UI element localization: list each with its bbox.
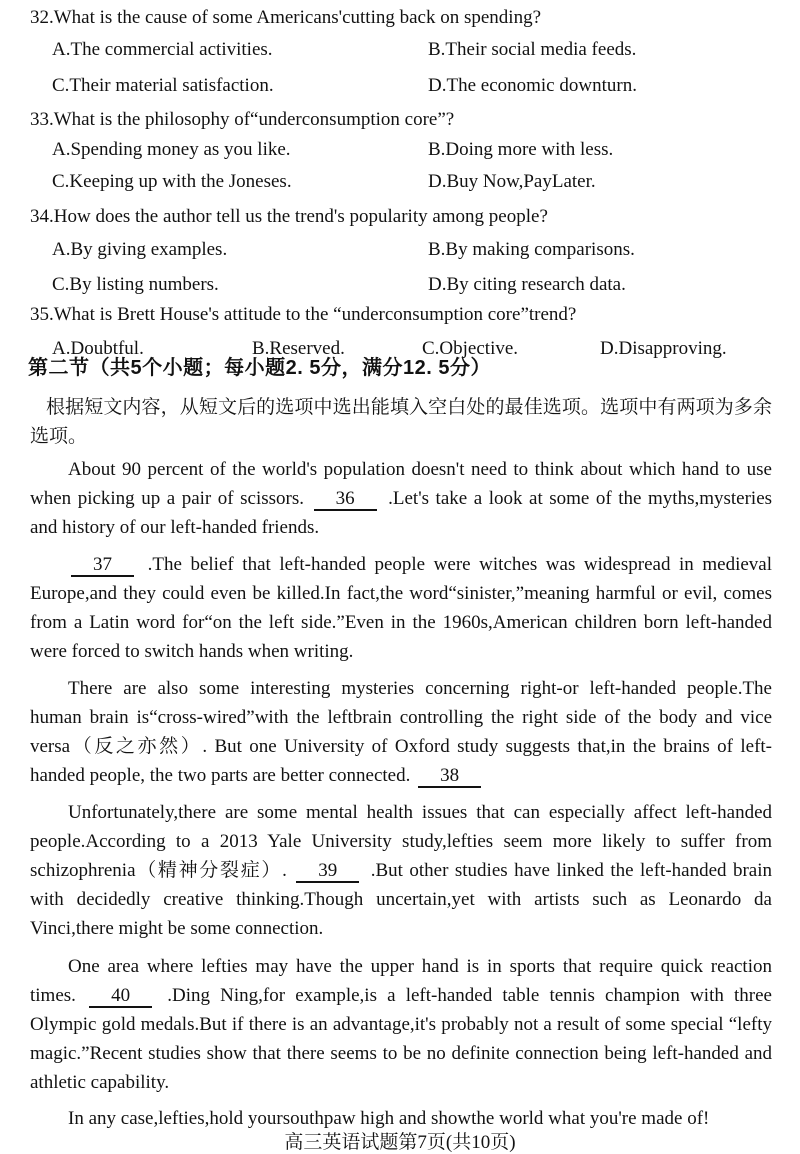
question-35-options-row: [30, 339, 772, 358]
question-35-stem: 35.What is Brett House's attitude to the “underconsumption core”trend?: [30, 304, 577, 325]
question-34-option-a: A.By giving examples.: [52, 239, 228, 260]
paragraph-5-text-post: .Ding Ning,for example,is a left-handed table tennis champion with three Olympic gold medals.But if there is an advantage,it's probably not a result of some special “lefty magic.”Recent studies show that there seems to be no definite connection being left-handed and athletic capability.: [30, 985, 772, 1093]
question-34-option-c: C.By listing numbers.: [52, 274, 219, 295]
question-34-options-row-1: [30, 240, 772, 259]
question-34-option-d: D.By citing research data.: [428, 274, 626, 295]
blank-39: 39: [296, 860, 359, 883]
paragraph-5-text-pre: One area where lefties may have the upper hand is in sports that require quick reaction times.: [30, 956, 772, 1006]
question-34: [30, 207, 772, 294]
question-33-option-a: A.Spending money as you like.: [52, 139, 291, 160]
question-33: [30, 110, 772, 191]
paragraph-4-text-pre: Unfortunately,there are some mental health issues that can especially affect left-handed people.According to a 2013 Yale University study,lefties seem more likely to suffer from schizophrenia（精神分裂症）.: [30, 802, 772, 881]
passage-paragraph-3: [30, 674, 772, 790]
question-35: [30, 305, 772, 358]
question-32: [30, 8, 772, 95]
paragraph-6-text: In any case,lefties,hold yoursouthpaw high and showthe world what you're made of!: [68, 1108, 710, 1129]
paragraph-1-text-post: .Let's take a look at some of the myths,mysteries and history of our left-handed friends.: [30, 488, 773, 538]
passage-paragraph-6: [30, 1104, 772, 1133]
passage-paragraph-2: [30, 550, 772, 666]
question-34-stem: 34.How does the author tell us the trend's popularity among people?: [30, 206, 548, 227]
passage-paragraph-1: [30, 455, 772, 542]
question-35-option-a: A.Doubtful.: [52, 338, 144, 359]
question-33-options-row-1: [30, 140, 772, 159]
paragraph-3-text: There are also some interesting mysteries concerning right-or left-handed people.The human brain is“cross-wired”with the leftbrain controlling the right side of the body and vice versa（反之亦然）. But one University of Oxford study suggests that,in the brains of left-handed people, the two parts are better connected.: [30, 678, 772, 786]
section2-heading: 第二节（共5个小题；每小题2. 5分，满分12. 5分）: [28, 357, 491, 379]
question-35-option-c: C.Objective.: [422, 338, 519, 359]
blank-40: 40: [89, 985, 152, 1008]
question-32-options-row-1: [30, 40, 772, 59]
question-32-option-a: A.The commercial activities.: [52, 39, 273, 60]
question-32-option-b: B.Their social media feeds.: [428, 39, 637, 60]
question-34-option-b: B.By making comparisons.: [428, 239, 635, 260]
question-33-stem: 33.What is the philosophy of“underconsumption core”?: [30, 109, 455, 130]
question-33-option-b: B.Doing more with less.: [428, 139, 614, 160]
page-footer: 高三英语试题第7页(共10页): [284, 1132, 516, 1153]
question-33-option-d: D.Buy Now,PayLater.: [428, 171, 596, 192]
question-35-option-d: D.Disapproving.: [600, 338, 727, 359]
blank-37: 37: [71, 554, 134, 577]
passage-paragraph-4: [30, 798, 772, 943]
paragraph-4-text-post: .But other studies have linked the left-handed brain with decidedly creative thinking.Though uncertain,yet with artists such as Leonardo da Vinci,there might be some connection.: [30, 860, 773, 939]
question-35-option-b: B.Reserved.: [252, 338, 345, 359]
blank-36: 36: [314, 488, 377, 511]
paragraph-1-text-pre: About 90 percent of the world's population doesn't need to think about which hand to use when picking up a pair of scissors.: [30, 459, 772, 509]
blank-38: 38: [418, 765, 481, 788]
question-32-stem: 32.What is the cause of some Americans'cutting back on spending?: [30, 7, 542, 28]
question-32-option-d: D.The economic downturn.: [428, 75, 637, 96]
paragraph-2-text: .The belief that left-handed people were witches was widespread in medieval Europe,and they could even be killed.In fact,the word“sinister,”meaning harmful or evil, comes from a Latin word for“on the left side.”Even in the 1960s,American children born left-handed were forced to switch hands when writing.: [30, 554, 773, 662]
question-33-option-c: C.Keeping up with the Joneses.: [52, 171, 292, 192]
question-32-options-row-2: [30, 76, 772, 95]
passage-paragraph-5: [30, 952, 772, 1097]
section2-instruction: 根据短文内容，从短文后的选项中选出能填入空白处的最佳选项。选项中有两项为多余选项。: [30, 397, 772, 447]
question-32-option-c: C.Their material satisfaction.: [52, 75, 274, 96]
question-34-options-row-2: [30, 275, 772, 294]
question-33-options-row-2: [30, 172, 772, 191]
